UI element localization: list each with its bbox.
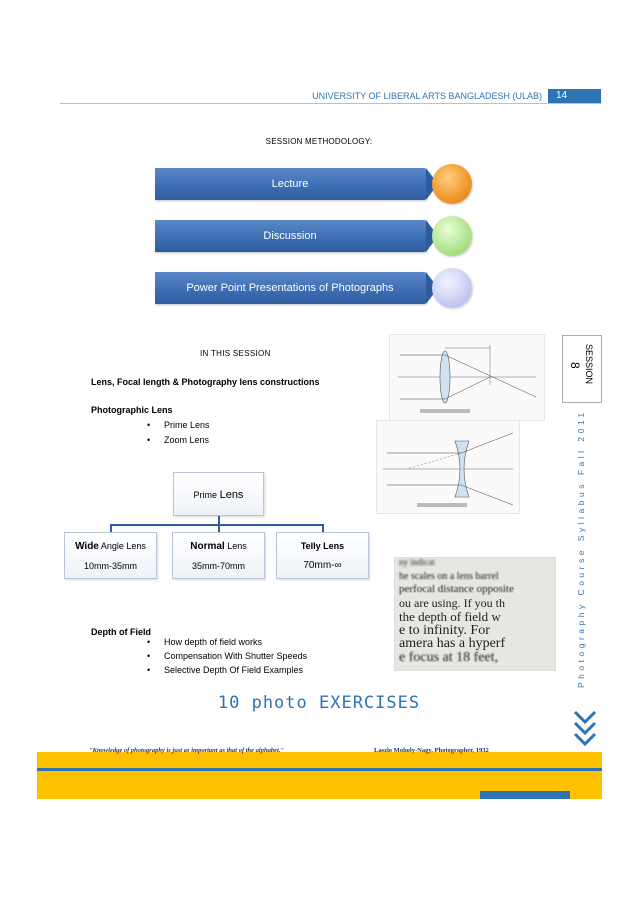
book-line: perfocal distance opposite: [399, 583, 514, 595]
book-line: amera has a hyperf: [399, 636, 506, 651]
course-title-vertical: Photography Course Syllabus Fall 2011: [576, 409, 586, 688]
concave-lens-diagram: [376, 420, 520, 514]
exercises-title: 10 photo EXERCISES: [217, 693, 421, 713]
prime-lens-label-large: Lens: [219, 489, 244, 501]
discussion-orb-icon: [432, 216, 472, 256]
header-rule: [60, 103, 601, 104]
lens-type: Angle Lens: [98, 541, 146, 551]
depth-of-field-photo: [394, 557, 556, 671]
lens-type-bold: Wide: [75, 541, 99, 552]
list-item: • Compensation With Shutter Speeds: [164, 651, 307, 661]
book-line: ny indicat: [399, 557, 435, 567]
lecture-orb-icon: [432, 164, 472, 204]
lens-type-bold: Normal: [190, 541, 225, 552]
book-line: ou are using. If you th: [399, 595, 505, 610]
focal-range: 35mm-70mm: [191, 561, 245, 571]
session-topic: Lens, Focal length & Photography lens constructions: [91, 377, 320, 387]
wide-angle-lens-node: [64, 532, 157, 579]
lens-type: Lens: [224, 541, 247, 551]
book-line: he scales on a lens barrel: [399, 570, 499, 582]
telly-lens-node: [276, 532, 369, 579]
footer-rule: [37, 768, 602, 771]
depth-of-field-heading: Depth of Field: [91, 627, 151, 637]
book-line: e focus at 18 feet,: [399, 649, 499, 665]
header-title: UNIVERSITY OF LIBERAL ARTS BANGLADESH (ULAB): [312, 91, 542, 101]
list-item: • How depth of field works: [164, 637, 262, 647]
photographic-lens-heading: Photographic Lens: [91, 405, 173, 415]
methodology-lecture: Lecture: [154, 168, 426, 200]
book-line: e to infinity. For: [399, 622, 490, 638]
bar-notch: [150, 168, 155, 200]
bar-notch: [150, 220, 155, 252]
list-item: • Selective Depth Of Field Examples: [164, 665, 303, 675]
list-item: • Prime Lens: [164, 420, 210, 430]
footer-quote: "Knowledge of photography is just as important as that of the alphabet.": [89, 747, 285, 754]
session-label: SESSION: [584, 344, 594, 385]
section-heading: IN THIS SESSION: [200, 349, 271, 358]
presentations-orb-icon: [432, 268, 472, 308]
bar-notch: [150, 272, 155, 304]
page-number: 14: [548, 89, 601, 103]
lens-type: Telly Lens: [300, 541, 345, 551]
prime-lens-node: [173, 472, 264, 516]
normal-lens-node: [172, 532, 265, 579]
session-label-wrap: [566, 344, 602, 400]
methodology-title: SESSION METHODOLOGY:: [265, 137, 373, 146]
list-item: • Zoom Lens: [164, 435, 209, 445]
prime-lens-label: Prime: [193, 490, 218, 500]
connector: [110, 524, 324, 526]
focal-range: 70mm-∞: [303, 560, 342, 571]
book-line: the depth of field w: [399, 609, 501, 624]
chevron-down-icon: [573, 708, 597, 748]
session-number: 8: [568, 362, 582, 369]
ulab-logo: [480, 791, 570, 799]
methodology-presentations: Power Point Presentations of Photographs: [154, 272, 426, 304]
focal-range: 10mm-35mm: [83, 561, 137, 571]
footer-quote-author: Laszlo Moholy-Nagy, Photographer, 1932: [374, 747, 489, 754]
convex-lens-diagram: [389, 334, 545, 421]
methodology-discussion: Discussion: [154, 220, 426, 252]
